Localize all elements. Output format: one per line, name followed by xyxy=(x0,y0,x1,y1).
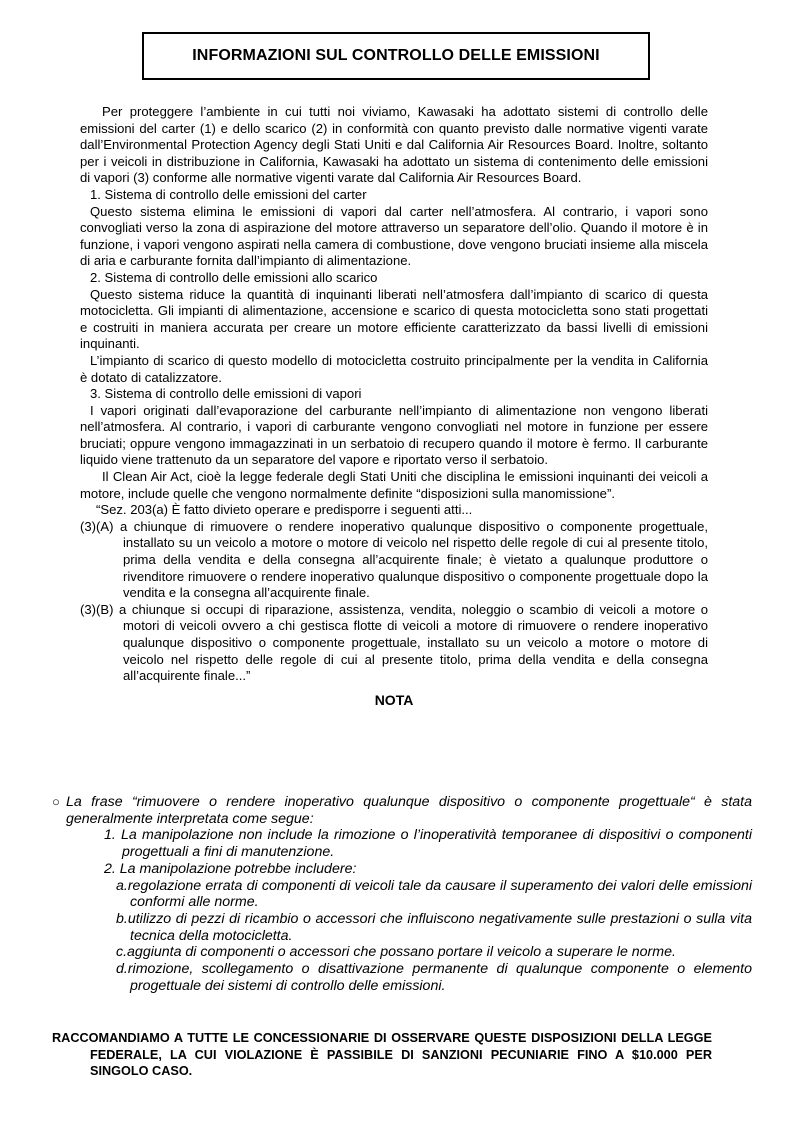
clean-air-paragraph: Il Clean Air Act, cioè la legge federale degli Stati Uniti che disciplina le emissioni inquinanti dei veicoli a motore, include quelle che vengono normalmente definite “disposizioni sulla manomissione”. xyxy=(80,469,708,501)
section-3-body: I vapori originati dall’evaporazione del carburante nell’impianto di alimentazione non vengono liberati nell’atmosfera. Al contrario, i vapori di carburante vengono convogliati nel motore in funzione per essere bruciati; oppure vengono immagazzinati in un serbatoio di recupero quando il motore è fermo. Il carburante liquido viene trattenuto da un separatore del vapore e riportato verso il serbatoio. xyxy=(80,402,708,468)
clause-3a: (3)(A) a chiunque di rimuovere o rendere inoperativo qualunque dispositivo o componente progettuale, installato su un veicolo a motore o motore di veicolo nel rispetto delle regole di cui al presente titolo, prima della vendita e della consegna all’acquirente finale; è vietato a qualunque produttore o rivenditore rimuovere o rendere inoperativo qualunque dispositivo o componente progettuale dopo la vendita e la consegna all’acquirente finale. xyxy=(80,518,708,601)
nota-item-a: a.regolazione errata di componenti di veicoli tale da causare il superamento dei valori delle emissioni conformi alle norme. xyxy=(116,877,752,911)
section-3-title: 3. Sistema di controllo delle emissioni di vapori xyxy=(90,386,362,402)
clause-3b: (3)(B) a chiunque si occupi di riparazione, assistenza, vendita, noleggio o scambio di veicoli a motore o motori di veicoli ovvero a chi gestisca flotte di veicoli a motore di rimuovere o rendere inoperativo qualunque dispositivo o componente progettuale, installato su un veicolo a motore o motore di veicolo nel rispetto delle regole di cui al presente titolo, prima della vendita e della consegna all’acquirente finale...” xyxy=(80,601,708,684)
section-2-title: 2. Sistema di controllo delle emissioni allo scarico xyxy=(90,269,378,285)
section-2-body-2: L’impianto di scarico di questo modello di motocicletta costruito principalmente per la vendita in California è dotato di catalizzatore. xyxy=(80,352,708,385)
nota-item-1: 1. La manipolazione non include la rimozione o l’inoperatività temporanee di dispositivi o componenti progettuali a fini di manutenzione. xyxy=(104,827,752,861)
nota-lead xyxy=(52,794,752,827)
page-title: INFORMAZIONI SUL CONTROLLO DELLE EMISSIONI xyxy=(192,47,600,64)
nota-item-c: c.aggiunta di componenti o accessori che possano portare il veicolo a superare le norme. xyxy=(116,944,676,961)
warning-text: RACCOMANDIAMO A TUTTE LE CONCESSIONARIE DI OSSERVARE QUESTE DISPOSIZIONI DELLA LEGGE FEDERALE, LA CUI VIOLAZIONE È PASSIBILE DI SANZIONI PECUNIARIE FINO A $10.000 PER SINGOLO CASO. xyxy=(52,1031,712,1079)
nota-lead-text: La frase “rimuovere o rendere inoperativo qualunque dispositivo o componente progettuale“ è stata generalmente interpretata come segue: xyxy=(66,794,752,827)
nota-item-b: b.utilizzo di pezzi di ricambio o accessori che influiscono negativamente sulle prestazioni o sulla vita tecnica della motocicletta. xyxy=(116,910,752,944)
nota-block xyxy=(52,794,752,994)
nota-item-2: 2. La manipolazione potrebbe includere: xyxy=(104,860,357,877)
nota-heading: NOTA xyxy=(374,691,414,708)
main-text xyxy=(80,104,708,709)
circle-bullet-icon: ○ xyxy=(52,794,60,809)
intro-paragraph: Per proteggere l’ambiente in cui tutti noi viviamo, Kawasaki ha adottato sistemi di controllo delle emissioni del carter (1) e dello scarico (2) in conformità con quanto previsto dalle normative vigenti varate dall’Environmental Protection Agency degli Stati Uniti e dal California Air Resources Board. Inoltre, soltanto per i veicoli in distribuzione in California, Kawasaki ha adottato un sistema di contenimento delle emissioni di vapori (3) conforme alle normative vigenti varate dal California Air Resources Board. xyxy=(80,104,708,186)
nota-item-d: d.rimozione, scollegamento o disattivazione permanente di qualunque componente o elemento progettuale dei sistemi di controllo delle emissioni. xyxy=(116,961,752,994)
title-box xyxy=(142,32,650,80)
section-1-body: Questo sistema elimina le emissioni di vapori dal carter nell’atmosfera. Al contrario, i vapori sono convogliati verso la zona di aspirazione del motore attraverso un separatore dell’olio. Quando il motore è in funzione, i vapori vengono aspirati nella camera di combustione, dove vengono bruciati insieme alla miscela di aria e carburante fornita dall’impianto di alimentazione. xyxy=(80,203,708,269)
sez-quote: “Sez. 203(a) È fatto divieto operare e predisporre i seguenti atti... xyxy=(96,502,473,518)
warning-block xyxy=(52,1030,712,1080)
section-2-body: Questo sistema riduce la quantità di inquinanti liberati nell’atmosfera dall’impianto di scarico di questa motocicletta. Gli impianti di alimentazione, accensione e scarico di questa motocicletta sono stati progettati e costruiti in maniera accurata per creare un motore efficiente caratterizzato da bassi livelli di emissioni inquinanti. xyxy=(80,286,708,352)
section-1-title: 1. Sistema di controllo delle emissioni del carter xyxy=(90,186,367,202)
